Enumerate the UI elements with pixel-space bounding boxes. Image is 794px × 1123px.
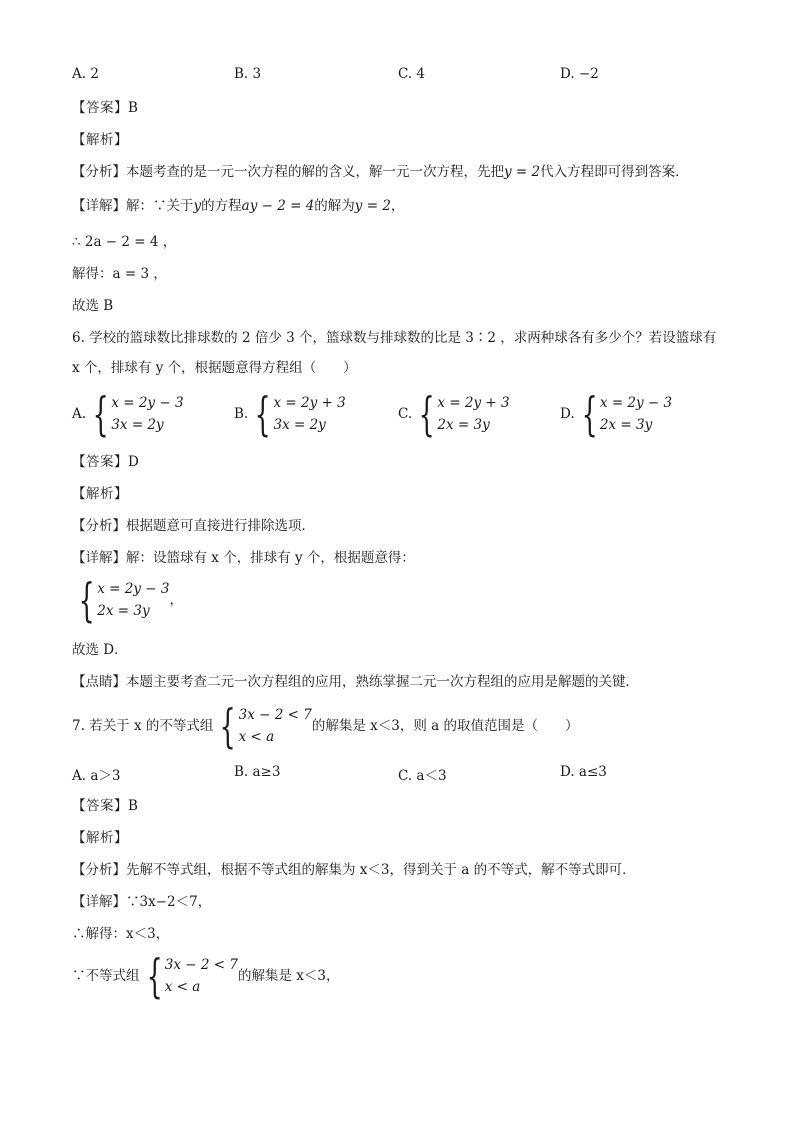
q5-option-b: B. 3	[234, 66, 262, 82]
system-row: 2x = 3y	[437, 417, 490, 433]
q5-fenxi	[72, 162, 689, 182]
q6-option-d-label: D.	[560, 406, 575, 422]
brace-glyph: {	[254, 387, 271, 441]
q7-option-b: B. a≥3	[234, 764, 281, 780]
system-row: 3x − 2 < 7	[238, 707, 312, 723]
q6-analysis-header: 【解析】	[72, 486, 128, 502]
brace-glyph: {	[219, 699, 237, 753]
q6-option-c	[398, 387, 510, 441]
q5-detail-text-b: 的方程	[201, 198, 242, 214]
brace-glyph: {	[146, 949, 163, 1003]
q7-option-d: D. a≤3	[560, 764, 607, 780]
brace-glyph: {	[581, 387, 598, 441]
q6-answer: 【答案】D	[72, 454, 140, 470]
q7-options	[72, 764, 722, 788]
q6-option-a-system	[86, 387, 184, 441]
system-row: x < a	[164, 979, 201, 995]
q7-fenxi: 【分析】先解不等式组，根据不等式组的解集为 x＜3，得到关于 a 的不等式，解不等式即可．	[72, 862, 636, 878]
q6-stem-line1: 6. 学校的篮球数比排球数的 2 倍少 3 个，篮球数与排球数的比是 3∶2 ，求两种球各有多少个？若设篮球有	[72, 330, 717, 346]
q7-answer: 【答案】B	[72, 798, 139, 814]
q5-answer: 【答案】B	[72, 100, 139, 116]
q7-option-c: C. a＜3	[398, 768, 447, 784]
q6-option-d	[560, 387, 673, 441]
q6-system-tail: ，	[169, 592, 183, 608]
q7-option-a: A. a＞3	[72, 768, 121, 784]
q6-stem-line2: x 个，排球有 y 个，根据题意得方程组（ ）	[72, 360, 357, 376]
q6-detail: 【详解】解：设篮球有 x 个，排球有 y 个，根据题意得：	[72, 550, 415, 566]
system-row: x = 2y + 3	[437, 395, 510, 411]
q6-options	[72, 387, 722, 441]
q5-step2: 解得：a = 3 ，	[72, 266, 167, 282]
q7-cond-text-b: 的解集是 x＜3，	[237, 968, 340, 984]
q5-analysis-header: 【解析】	[72, 132, 128, 148]
q5-option-c: C. 4	[398, 66, 426, 82]
q5-fenxi-text-a: 【分析】本题考查的是一元一次方程的解的含义，解一元一次方程，先把	[72, 164, 504, 180]
system-row: x = 2y − 3	[97, 581, 170, 597]
system-row: 3x = 2y	[273, 417, 326, 433]
q5-option-d: D. −2	[560, 66, 599, 82]
system-row: x < a	[238, 729, 275, 745]
system-row: 3x − 2 < 7	[164, 957, 238, 973]
q7-step1: ∴解得：x＜3，	[72, 926, 170, 942]
q5-detail-text-d: ，	[390, 198, 405, 214]
q7-cond-text-a: ∵不等式组	[72, 968, 140, 984]
q6-option-a-label: A.	[72, 406, 87, 422]
q6-option-d-system	[575, 387, 673, 441]
brace-glyph: {	[418, 387, 435, 441]
q5-end: 故选 B	[72, 298, 114, 314]
q6-option-b	[234, 387, 346, 441]
q6-option-b-system	[248, 387, 346, 441]
brace-glyph: {	[78, 573, 95, 627]
q5-detail-eq: ay − 2 = 4	[241, 198, 315, 214]
q6-dianjing: 【点睛】本题主要考查二元一次方程组的应用，熟练掌握二元一次方程组的应用是解题的关键．	[72, 674, 639, 690]
brace-glyph: {	[92, 387, 109, 441]
q7-stem-text-b: 的解集是 x＜3，则 a 的取值范围是（ ）	[311, 718, 579, 734]
q5-fenxi-eq: y = 2	[504, 164, 541, 180]
system-row: 2x = 3y	[97, 603, 150, 619]
q5-detail	[72, 196, 404, 216]
q7-condition	[72, 949, 340, 1003]
system-row: 3x = 2y	[111, 417, 164, 433]
q7-stem-system	[213, 699, 312, 753]
q6-option-c-system	[412, 387, 510, 441]
q7-cond-system	[140, 949, 238, 1003]
system-row: x = 2y + 3	[273, 395, 346, 411]
q7-analysis-header: 【解析】	[72, 830, 128, 846]
system-row: x = 2y − 3	[111, 395, 184, 411]
q5-options	[72, 66, 722, 90]
q5-detail-text-c: 的解为	[314, 198, 355, 214]
q7-detail: 【详解】∵3x−2＜7，	[72, 894, 212, 910]
q6-system	[72, 573, 183, 627]
q5-fenxi-text-b: 代入方程即可得到答案．	[540, 164, 689, 180]
q5-detail-sol: y = 2	[354, 198, 391, 214]
q5-option-a: A. 2	[72, 66, 99, 82]
q6-option-c-label: C.	[398, 406, 413, 422]
q5-detail-text-a: 【详解】解：∵关于	[72, 198, 194, 214]
system-row: x = 2y − 3	[599, 395, 673, 411]
q6-option-a	[72, 387, 184, 441]
q5-detail-var: y	[193, 198, 202, 214]
q6-end: 故选 D．	[72, 642, 128, 658]
q7-stem-text-a: 7. 若关于 x 的不等式组	[72, 718, 214, 734]
q6-fenxi: 【分析】根据题意可直接进行排除选项．	[72, 518, 315, 534]
q5-step1: ∴ 2a − 2 = 4 ，	[72, 234, 177, 250]
q7-stem	[72, 699, 579, 753]
q6-option-b-label: B.	[234, 406, 249, 422]
system-row: 2x = 3y	[599, 417, 653, 433]
